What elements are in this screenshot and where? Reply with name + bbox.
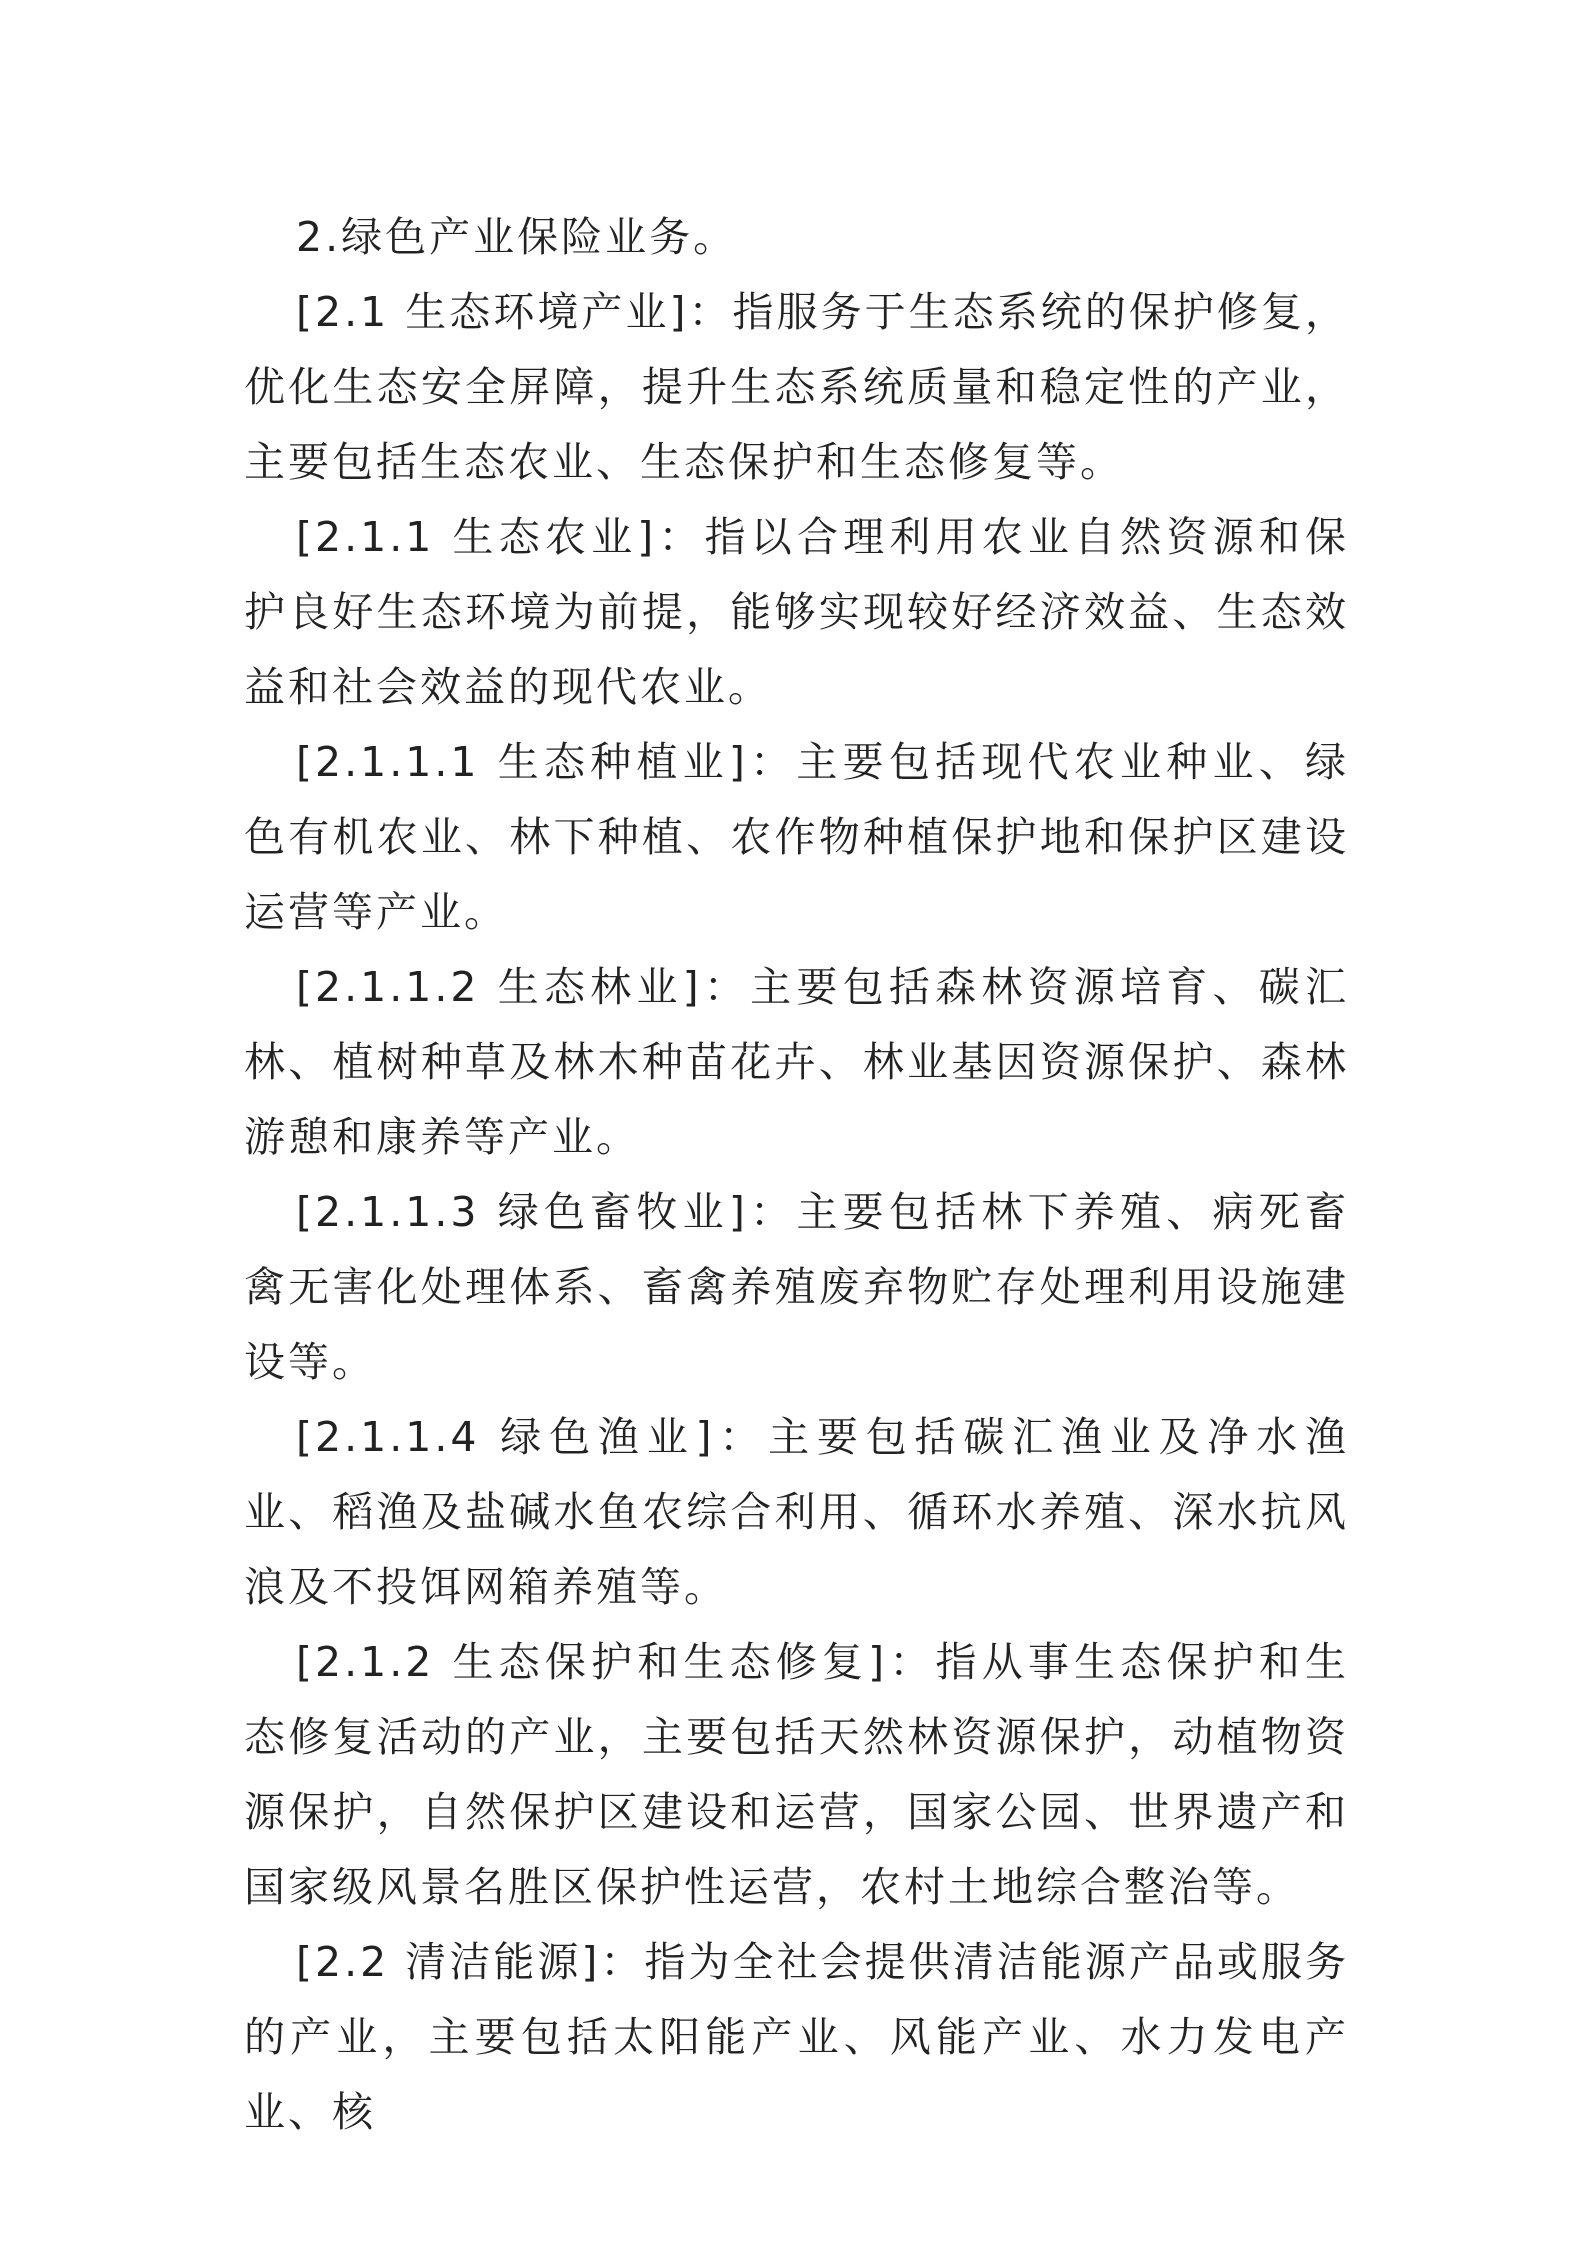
paragraph-2-2: [2.2 清洁能源]：指为全社会提供清洁能源产品或服务的产业，主要包括太阳能产业、风能产业、水力发电产业、核 xyxy=(244,1938,1349,2136)
paragraph-2-1-2: [2.1.2 生态保护和生态修复]：指从事生态保护和生态修复活动的产业，主要包括天然林资源保护，动植物资源保护，自然保护区建设和运营，国家公园、世界遗产和国家级风景名胜区保护性运营，农村土地综合整治等。 xyxy=(244,1638,1349,1911)
paragraph-2-1-1-3: [2.1.1.3 绿色畜牧业]：主要包括林下养殖、病死畜禽无害化处理体系、畜禽养殖废弃物贮存处理利用设施建设等。 xyxy=(244,1188,1349,1386)
paragraph-2-1-1: [2.1.1 生态农业]：指以合理利用农业自然资源和保护良好生态环境为前提，能够实现较好经济效益、生态效益和社会效益的现代农业。 xyxy=(244,513,1349,711)
paragraph-2-1-1-4: [2.1.1.4 绿色渔业]：主要包括碳汇渔业及净水渔业、稻渔及盐碱水鱼农综合利用、循环水养殖、深水抗风浪及不投饵网箱养殖等。 xyxy=(244,1413,1349,1611)
paragraph-2-1-1-2: [2.1.1.2 生态林业]：主要包括森林资源培育、碳汇林、植树种草及林木种苗花卉、林业基因资源保护、森林游憩和康养等产业。 xyxy=(244,963,1349,1161)
document-body xyxy=(244,200,1349,2150)
paragraph-2-1: [2.1 生态环境产业]：指服务于生态系统的保护修复，优化生态安全屏障，提升生态系统质量和稳定性的产业，主要包括生态农业、生态保护和生态修复等。 xyxy=(244,288,1349,486)
section-heading: 2.绿色产业保险业务。 xyxy=(296,213,738,261)
paragraph-2-1-1-1: [2.1.1.1 生态种植业]：主要包括现代农业种业、绿色有机农业、林下种植、农作物种植保护地和保护区建设运营等产业。 xyxy=(244,738,1349,936)
